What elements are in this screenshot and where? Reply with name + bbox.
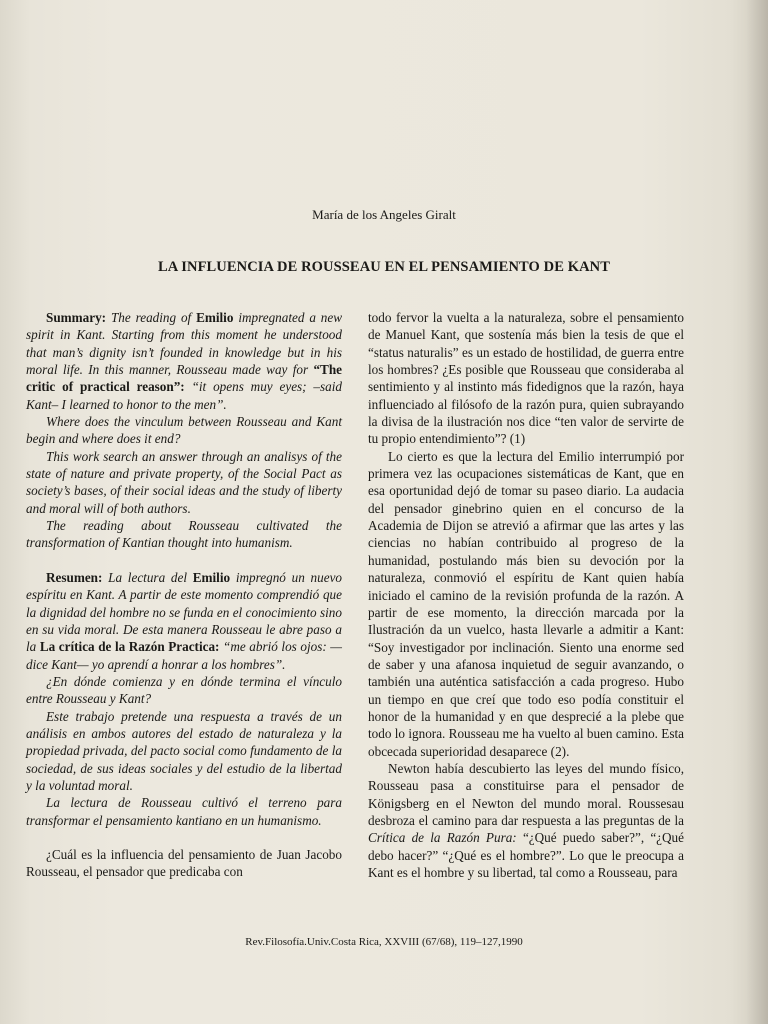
summary-paragraph: Summary: The reading of Emilio impregnated a new spirit in Kant. Starting from this moment he understood that man’s dignity isn’t founded in knowledge but in his moral life. In this manner, Rousseau made way for “The critic of practical reason”: “it opens muy eyes; –said Kant– I learned to honor to the men”. bbox=[26, 310, 343, 412]
spacer bbox=[26, 552, 342, 569]
body-paragraph: Lo cierto es que la lectura del Emilio interrumpió por primera vez las ocupaciones sistemáticas de Kant, que en esa oportunidad dejó de tomar su paseo diario. La audacia del pensador ginebrino quien en el concurso de la Academia de Dijon se atrevió a afirmar que las artes y las ciencias no habían contribuido al progreso de la humanidad, postulando más bien su devoción por la naturaleza, conmovió el espíritu de Kant quien había iniciado el camino de la revisión profunda de la razón. A partir de ese momento, la dirección marcada por la Ilustración da un vuelco, hasta llevarle a admitir a Kant: “Soy investigador por inclinación. Siento una enorme sed de saber y una afanosa inquietud de seguir avanzando, o también una auténtica satisfacción a cada progreso. Hubo un tiempo en que creí que todo eso podía constituir el honor de la humanidad y en que desprecié a la plebe que todo lo ignora. Rousseau me ha vuelto al buen camino. Esta obcecada superioridad desaparece (2). bbox=[368, 448, 684, 759]
spacer bbox=[26, 829, 342, 846]
journal-citation-footer: Rev.Filosofía.Univ.Costa Rica, XXVIII (67/68), 119–127,1990 bbox=[245, 936, 523, 948]
summary-method: This work search an answer through an analisys of the state of nature and private property, of the Social Pact as society’s bases, of their social ideas and the study of liberty and moral will of both authors. bbox=[26, 448, 342, 516]
author-name: María de los Angeles Giralt bbox=[312, 207, 456, 222]
summary-question: Where does the vinculum between Rousseau and Kant begin and where does it end? bbox=[26, 414, 342, 447]
summary-conclusion: The reading about Rousseau cultivated the transformation of Kantian thought into humanism. bbox=[26, 518, 342, 551]
book-title: Crítica de la Razón Pura: bbox=[368, 830, 517, 846]
article-title: LA INFLUENCIA DE ROUSSEAU EN EL PENSAMIENTO DE KANT bbox=[157, 259, 610, 275]
body-intro-continuation: todo fervor la vuelta a la naturaleza, sobre el pensamiento de Manuel Kant, que sostenía más bien la tesis de que el “status naturalis” es un estado de hostilidad, de guerra entre los hombres? ¿Es posible que Rousseau que consideraba al sentimiento y al instinto más fidedignos que la razón, haya influenciado al filósofo de la razón pura, quien subrayando la divisa de la ilustración nos dice “ten valor de servirte de tu propio entendimiento”? (1) bbox=[368, 310, 684, 447]
resumen-question: ¿En dónde comienza y en dónde termina el vínculo entre Rousseau y Kant? bbox=[26, 673, 342, 707]
right-column bbox=[368, 309, 684, 881]
page-spine-shadow bbox=[746, 0, 768, 1024]
body-paragraph: Newton había descubierto las leyes del mundo físico, Rousseau pasa a constituirse para el pensador de Königsberg en el Newton del mundo moral. Roussesau desbroza el camino para dar respuesta a las preguntas de la Crítica de la Razón Pura: “¿Qué puedo saber?”, “¿Qué debo hacer?” “¿Qué es el hombre?”. Lo que le preocupa a Kant es el hombre y su libertad, tal como a Rousseau, para bbox=[368, 760, 685, 880]
emilio-title: Emilio bbox=[196, 310, 234, 325]
body-intro-paragraph: ¿Cuál es la influencia del pensamiento de Juan Jacobo Rousseau, el pensador que predicaba con bbox=[26, 846, 342, 880]
resumen-conclusion: La lectura de Rousseau cultivó el terreno para transformar el pensamiento kantiano en un humanismo. bbox=[26, 795, 342, 828]
summary-label: Summary: bbox=[46, 310, 107, 325]
emilio-title: Emilio bbox=[192, 569, 231, 585]
resumen-paragraph: Resumen: La lectura del Emilio impregnó un nuevo espíritu en Kant. A partir de este momento comprendió que la dignidad del hombre no se funda en el conocimiento sino en su vida moral. De esta manera Rousseau le abre paso a la La crítica de la Razón Practica: “me abrió los ojos: —dice Kant— yo aprendí a honrar a los hombres”. bbox=[26, 569, 343, 672]
book-title: La crítica de la Razón Practica: bbox=[39, 639, 220, 655]
resumen-label: Resumen: bbox=[46, 569, 103, 585]
left-column bbox=[26, 309, 342, 881]
resumen-method: Este trabajo pretende una respuesta a través de un análisis en ambos autores del estado de naturaleza y la propiedad privada, del pacto social como fundamento de la sociedad, de sus ideas sociales y del estudio de la libertad y la voluntad moral. bbox=[26, 708, 342, 793]
book-title: “The critic of practical reason”: bbox=[26, 362, 343, 395]
